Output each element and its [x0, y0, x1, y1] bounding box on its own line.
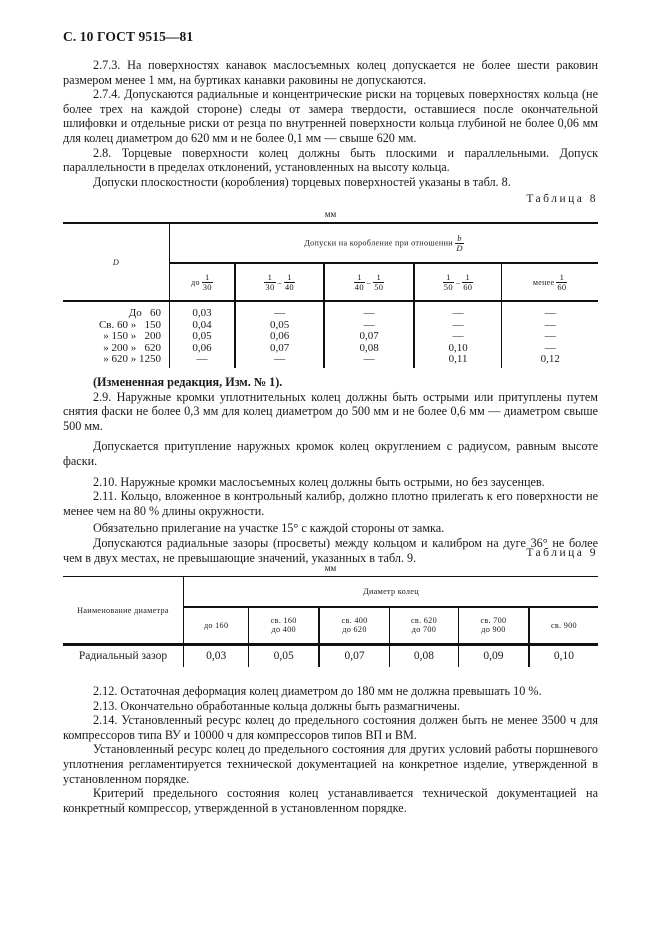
paragraph-2-14: 2.14. Установленный ресурс колец до предельного состояния должен быть не менее 3500 ч для компрессоров типа ВУ и 10000 ч для компрессоров типов ВП и ВМ. — [63, 713, 598, 742]
table-9-group-header: Диаметр колец — [184, 577, 599, 607]
paragraph-2-14-other: Установленный ресурс колец до предельного состояния для других условий работы поршневого уплотнения регламентируется технической документацией на конкретное изделие, утвержденной в установленном порядке. — [63, 742, 598, 786]
table-8-col-3: $\frac{1}{40}$ – $\frac{1}{50}$ — [324, 263, 413, 301]
table-9-row — [63, 645, 598, 667]
paragraph-2-11: 2.11. Кольцо, вложенное в контрольный калибр, должно плотно прилегать к его поверхности не менее чем на 80 % длины окружности. — [63, 489, 598, 518]
table-8-col-4: $\frac{1}{50}$ – $\frac{1}{60}$ — [414, 263, 502, 301]
table-8-header-d: D — [63, 223, 170, 301]
table-8-d-column: До 60 Св. 60 » 150 » 150 » 200 » 200 » 620 » 620 » 1250 — [63, 301, 170, 368]
table-9-col-6: св. 900 — [529, 607, 598, 645]
fraction-b-d: $\frac{b}{D}$ — [456, 232, 463, 253]
amendment-note: (Измененная редакция, Изм. № 1). — [93, 375, 283, 389]
table-8-values-col-3: — — 0,07 0,08 — — [324, 301, 413, 368]
table-9-cell: 0,03 — [184, 645, 249, 667]
table-8-group-header — [170, 223, 599, 263]
section-bottom — [63, 684, 598, 815]
paragraph-2-13: 2.13. Окончательно обработанные кольца должны быть размагничены. — [93, 698, 460, 713]
page-header: С. 10 ГОСТ 9515—81 — [63, 29, 194, 44]
paragraph-2-8: 2.8. Торцевые поверхности колец должны быть плоскими и параллельными. Допуск параллельности в пределах отклонений, установленных на высоту кольца. — [63, 145, 598, 175]
table-8-col-2: $\frac{1}{30}$ – $\frac{1}{40}$ — [235, 263, 324, 301]
paragraph-tab8-ref: Допуски плоскостности (коробления) торцевых поверхностей указаны в табл. 8. — [93, 174, 511, 189]
table-8-units: мм — [324, 209, 337, 219]
paragraph-2-7-3: 2.7.3. На поверхностях канавок маслосъемных колец допускается не более шести раковин размером менее 1 мм, на буртиках канавки раковины не допускаются. — [63, 58, 598, 87]
table-9-col-3: св. 400 до 620 — [319, 607, 389, 645]
section-top — [63, 58, 598, 189]
table-9-cell: 0,07 — [319, 645, 389, 667]
paragraph-2-11-contact: Обязательно прилегание на участке 15° с каждой стороны от замка. — [93, 521, 445, 536]
paragraph-2-11-gaps: Допускаются радиальные зазоры (просветы) между кольцом и калибром на дуге 36° не более чем в двух местах, не превышающие значений, указанных в табл. 9. — [63, 535, 598, 565]
table-9-col-2: св. 160 до 400 — [249, 607, 319, 645]
table-9 — [63, 576, 598, 667]
table-8-col-5: менее $\frac{1}{60}$ — [502, 263, 598, 301]
table-8-group-label: Допуски на коробление при отношении — [304, 237, 453, 247]
table-8-col-1: до $\frac{1}{30}$ — [170, 263, 235, 301]
table-8-values-col-4: — — — 0,10 0,11 — [414, 301, 502, 368]
paragraph-2-10: 2.10. Наружные кромки маслосъемных колец должны быть острыми, но без заусенцев. — [93, 474, 545, 489]
table-9-cell: 0,10 — [553, 650, 574, 663]
paragraph-2-14-criterion: Критерий предельного состояния колец устанавливается технической документацией на конкретный компрессор, утвержденной в установленном порядке. — [63, 786, 598, 815]
table-9-col-5: св. 700 до 900 — [459, 607, 529, 645]
table-8-block — [63, 193, 598, 368]
table-9-header-name: Наименование диаметра — [63, 577, 184, 645]
table-8-caption: Таблица 8 — [526, 193, 598, 205]
section-mid — [63, 375, 598, 565]
table-8-body — [63, 301, 598, 368]
table-9-col-4: св. 620 до 700 — [389, 607, 458, 645]
paragraph-2-9: 2.9. Наружные кромки уплотнительных колец должны быть острыми или притуплены путем снятия фаски не более 0,3 мм для колец диаметром до 500 мм и не более 0,6 мм — диаметром свыше 500 мм. — [63, 389, 598, 433]
paragraph-2-12: 2.12. Остаточная деформация колец диаметром до 180 мм не должна превышать 10 %. — [93, 684, 542, 698]
paragraph-2-9-note: Допускается притупление наружных кромок колец округлением с радиусом, равным высоте фаски. — [63, 439, 598, 468]
table-9-units: мм — [324, 563, 337, 573]
table-9-cell: 0,09 — [459, 645, 529, 667]
table-9-cell: 0,05 — [249, 645, 319, 667]
table-8-values-col-5: — — — — 0,12 — [540, 307, 560, 365]
table-9-block — [63, 547, 598, 667]
table-9-row-name: Радиальный зазор — [63, 645, 184, 667]
paragraph-2-7-4: 2.7.4. Допускаются радиальные и концентрические риски на торцевых поверхностях кольца (не более трех на каждой стороне) следы от замера твердости, оставшиеся после окончательной шлифовки и отдельные риски от резца по внутренней поверхности кольца глубиной не более 0,06 мм для колец диаметром до 620 мм и не более 0,1 мм — свыше 620 мм. — [63, 87, 598, 145]
table-8-values-col-2: — 0,05 0,06 0,07 — — [235, 301, 324, 368]
table-8 — [63, 222, 598, 368]
table-9-caption: Таблица 9 — [526, 547, 598, 559]
table-9-col-1: до 160 — [184, 607, 249, 645]
table-8-values-col-1: 0,03 0,04 0,05 0,06 — — [170, 301, 235, 368]
table-9-cell: 0,08 — [389, 645, 458, 667]
